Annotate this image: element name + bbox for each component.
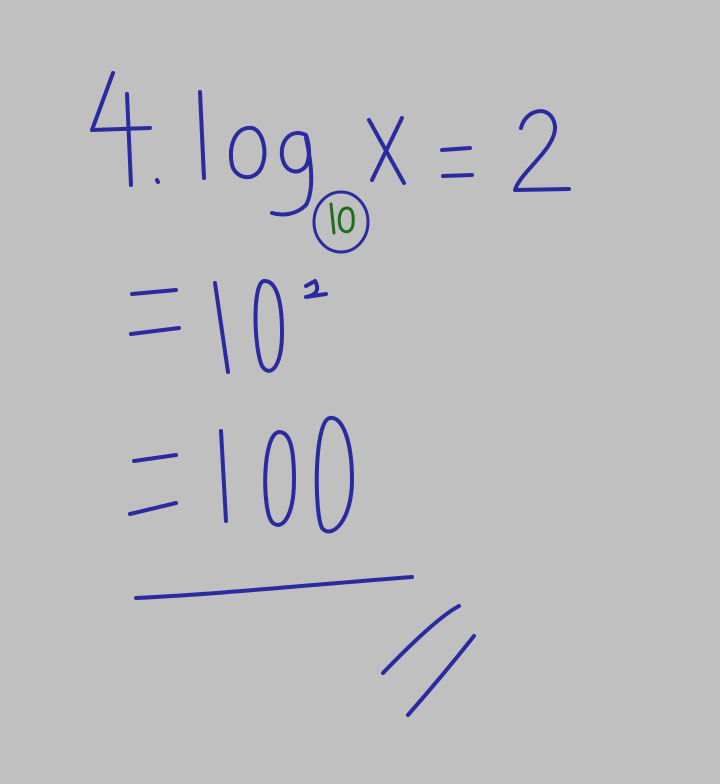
answer-underline [136,577,412,598]
equation-line [92,73,569,252]
circled-base [314,192,368,252]
handwritten-x-equals-2 [369,111,569,190]
step-2 [130,418,352,532]
end-mark [383,606,474,715]
handwritten-log [200,92,311,214]
step-1 [131,281,326,372]
handwritten-problem-number [92,73,158,185]
